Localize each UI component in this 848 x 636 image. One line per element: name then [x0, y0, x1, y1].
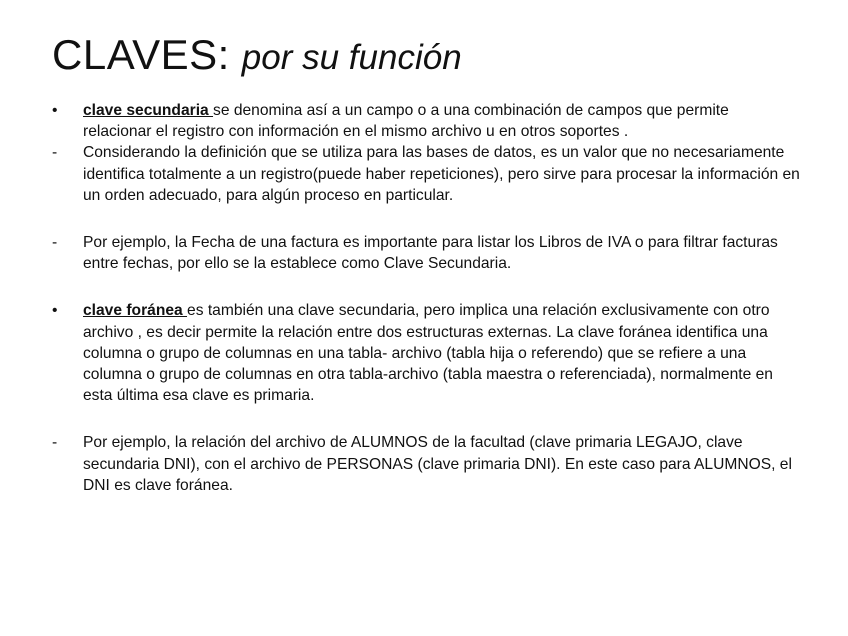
bullet-marker: • — [52, 302, 58, 320]
list-item-definicion — [52, 142, 800, 206]
term-clave-foranea: clave foránea — [83, 302, 188, 320]
dash-marker: - — [52, 144, 58, 162]
dash-marker: - — [52, 434, 58, 452]
list-item-clave-secundaria — [52, 100, 800, 142]
list-item-clave-foranea — [52, 300, 800, 406]
item-text: es también una clave secundaria, pero implica una relación exclusivamente con otro archivo , es decir permite la relación entre dos estructuras externas. La clave foránea identifica una columna o grupo de columnas en una tabla- archivo (tabla hija o referendo) que se refiere a una columna o grupo de columnas en otra tabla-archivo (tabla maestra o referenciada), normalmente en esta última esa clave es primaria. — [83, 302, 773, 405]
slide-title — [52, 31, 462, 78]
dash-marker: - — [52, 234, 58, 252]
term-clave-secundaria: clave secundaria — [83, 102, 214, 119]
item-text: Por ejemplo, la relación del archivo de ALUMNOS de la facultad (clave primaria LEGAJO, clave secundaria DNI), con el archivo de PERSONAS (clave primaria DNI). En este caso para ALUMNOS, el DNI es clave foránea. — [83, 434, 792, 494]
title-subtitle: por su función — [241, 38, 462, 77]
item-text: Considerando la definición que se utiliza para las bases de datos, es un valor que no necesariamente identifica totalmente a un registro(puede haber repeticiones), pero sirve para procesar la información en un orden adecuado, para algún proceso en particular. — [83, 144, 800, 204]
bullet-marker: • — [52, 102, 58, 119]
list-item-ejemplo-fecha — [52, 232, 800, 274]
title-main: CLAVES: — [52, 31, 230, 78]
list-item-ejemplo-alumnos — [52, 432, 800, 496]
item-text: se denomina así a un campo o a una combinación de campos que permite relacionar el registro con información en el mismo archivo u en otros soportes . — [83, 102, 729, 141]
content-list — [52, 100, 800, 496]
item-text: Por ejemplo, la Fecha de una factura es importante para listar los Libros de IVA o para filtrar facturas entre fechas, por ello se la establece como Clave Secundaria. — [83, 234, 778, 273]
